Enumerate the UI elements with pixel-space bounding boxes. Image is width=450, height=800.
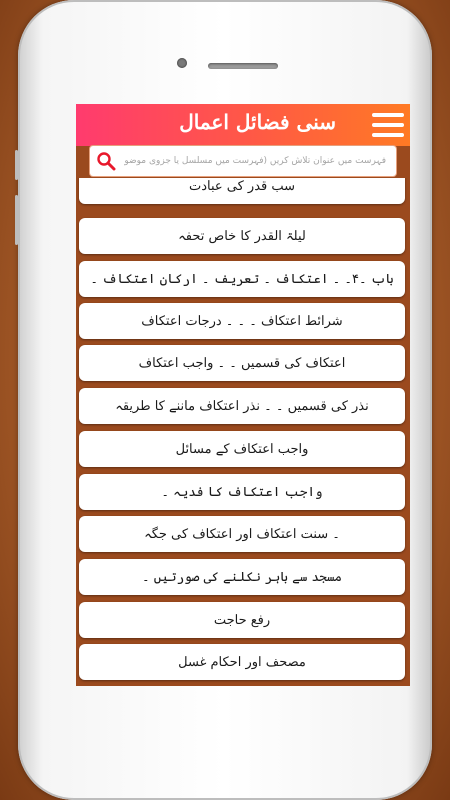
list-item[interactable]	[79, 261, 405, 297]
app-bar	[76, 104, 410, 146]
search-icon[interactable]	[96, 151, 116, 171]
list-item[interactable]	[79, 431, 405, 467]
list-item-label: لیلۃ القدر کا خاص تحفہ	[178, 228, 306, 244]
front-camera	[177, 58, 187, 68]
volume-button	[15, 195, 18, 245]
phone-frame	[18, 0, 432, 800]
menu-button[interactable]	[372, 113, 404, 137]
list-item-label: مصحف اور احکام غسل	[178, 654, 306, 670]
earpiece-speaker	[208, 63, 278, 69]
list-item[interactable]	[79, 345, 405, 381]
hamburger-menu-icon	[372, 123, 404, 127]
app-screen	[76, 104, 410, 686]
list-item-label: واجب اعتکاف کے مسائل	[175, 441, 309, 457]
app-title: سنی فضائل اعمال	[179, 110, 336, 134]
list-item[interactable]	[79, 303, 405, 339]
list-item[interactable]	[79, 559, 405, 595]
volume-button	[15, 150, 18, 180]
list-item[interactable]	[79, 218, 405, 254]
list-item-label: ۔ سنت اعتکاف اور اعتکاف کی جگہ	[144, 526, 340, 542]
list-item[interactable]	[79, 644, 405, 680]
list-item[interactable]	[79, 178, 405, 204]
list-item-label: مسجد سے باہر نکلنے کی صورتیں ۔	[142, 569, 342, 585]
list-item-label: باب ۔۴۔ ۔ اعتکاف ۔ تعریف ۔ ارکان اعتکاف ۔	[90, 271, 394, 287]
list-item-label: رفع حاجت	[213, 612, 271, 628]
list-item[interactable]	[79, 388, 405, 424]
search-bar[interactable]	[90, 146, 396, 176]
list-item[interactable]	[79, 516, 405, 552]
list-item-label: اعتکاف کی قسمیں ۔ ۔ واجب اعتکاف	[138, 355, 346, 371]
list-item-label: نذر کی قسمیں ۔ ۔ نذر اعتکاف ماننے کا طریقہ	[115, 398, 369, 414]
list-item-label: شرائط اعتکاف ۔ ۔ ۔ درجات اعتکاف	[141, 313, 343, 329]
list-item-label: واجب اعتکاف کا فدیہ ۔	[161, 484, 323, 500]
search-input[interactable]	[120, 146, 390, 176]
hamburger-menu-icon	[372, 113, 404, 117]
list-item[interactable]	[79, 474, 405, 510]
topics-list[interactable]	[76, 178, 410, 686]
list-item-label: سب قدر کی عبادت	[188, 178, 296, 194]
hamburger-menu-icon	[372, 133, 404, 137]
list-item[interactable]	[79, 602, 405, 638]
